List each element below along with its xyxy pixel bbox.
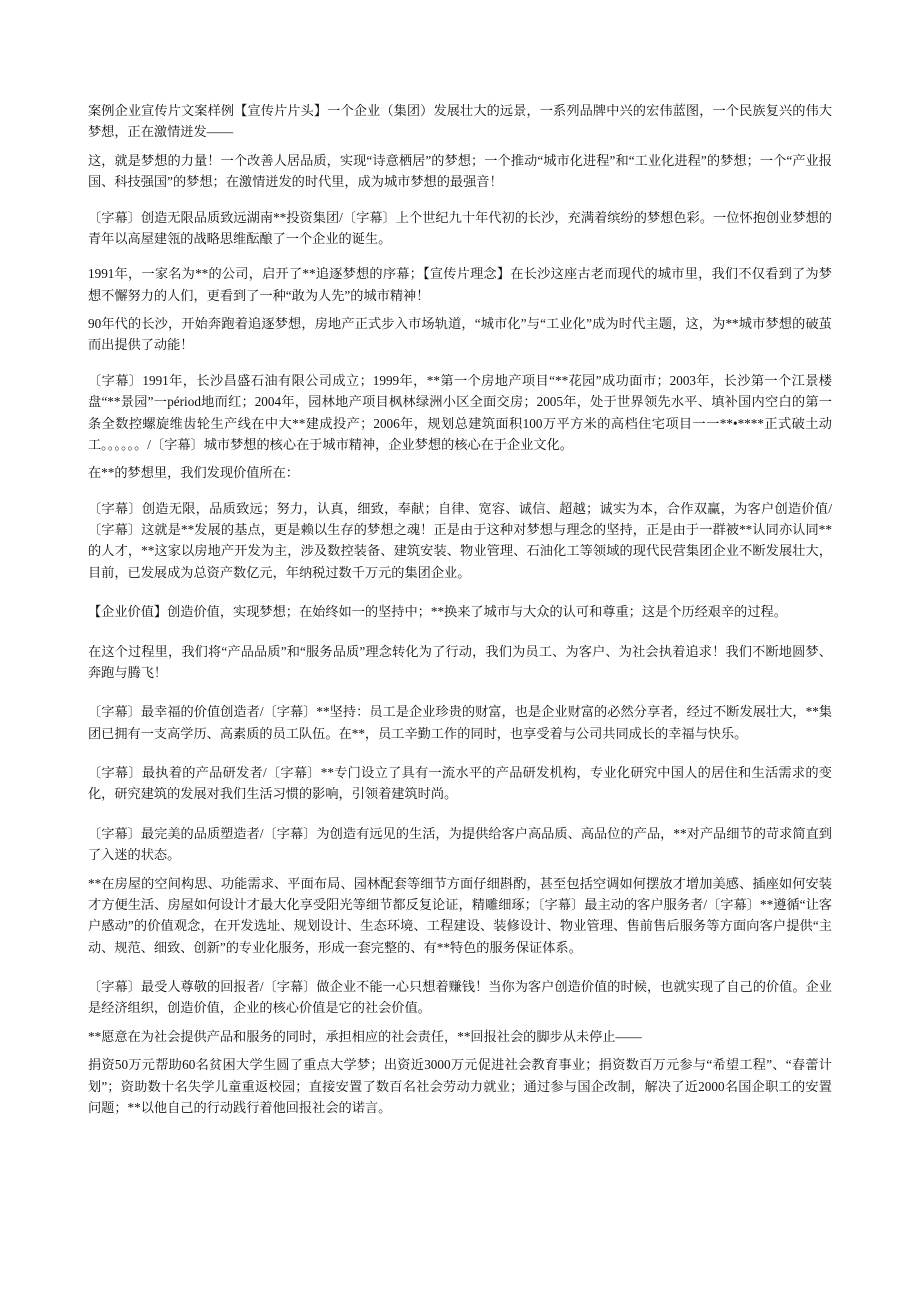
- paragraph: 案例企业宣传片文案样例【宣传片片头】一个企业（集团）发展壮大的远景，一系列品牌中兴的宏伟蓝图，一个民族复兴的伟大梦想，正在激情迸发——: [88, 103, 832, 140]
- paragraph: 捐资50万元帮助60名贫困大学生圆了重点大学梦；出资近3000万元促进社会教育事业；捐资数百万元参与“希望工程”、“春蕾计划”；资助数十名失学儿童重返校园；直接安置了数百名社会劳动力就业；通过参与国企改制，解决了近2000名国企职工的安置问题；**以他自己的行动践行着他回报社会的诺言。: [88, 1057, 832, 1115]
- paragraph: 在**的梦想里，我们发现价值所在：: [88, 465, 299, 481]
- paragraph: 〔字幕〕最幸福的价值创造者/〔字幕〕**坚持：员工是企业珍贵的财富，也是企业财富的必然分享者，经过不断发展壮大，**集团已拥有一支高学历、高素质的员工队伍。在**，员工辛勤工作的同时，也享受着与公司共同成长的幸福与快乐。: [88, 704, 832, 741]
- paragraph: 在这个过程里，我们将“产品品质”和“服务品质”理念转化为了行动，我们为员工、为客户、为社会执着追求！我们不断地圆梦、奔跑与腾飞！: [88, 643, 832, 680]
- paragraph: 【企业价值】创造价值，实现梦想；在始终如一的坚持中；**换来了城市与大众的认可和尊重；这是个历经艰辛的过程。: [88, 604, 787, 620]
- paragraph: 〔字幕〕1991年，长沙昌盛石油有限公司成立；1999年，**第一个房地产项目“**花园”成功面市；2003年，长沙第一个江景楼盘“**景园”一périod地而红；2004年，园林地产项目枫林绿洲小区全面交房；2005年，处于世界领先水平、填补国内空白的第一条全数控螺旋维齿轮生产线在中大**建成投产；2006年，规划总建筑面积100万平方米的高档住宅项目一一**•****正式破土动工。。。。。。/〔字幕〕城市梦想的核心在于城市精神，企业梦想的核心在于企业文化。: [88, 372, 832, 452]
- paragraph: 〔字幕〕创造无限，品质致远；努力，认真，细致，奉献；自律、宽容、诚信、超越；诚实为本，合作双赢，为客户创造价值/〔字幕〕这就是**发展的基点，更是赖以生存的梦想之魂！正是由于这种对梦想与理念的坚持，正是由于一群被**认同亦认同**的人才，**这家以房地产开发为主，涉及数控装备、建筑安装、物业管理、石油化工等领域的现代民营集团企业不断发展壮大，目前，已发展成为总资产数亿元，年纳税过数千万元的集团企业。: [88, 500, 832, 580]
- paragraph: 1991年，一家名为**的公司，启开了**追逐梦想的序幕；【宣传片理念】在长沙这座古老而现代的城市里，我们不仅看到了为梦想不懈努力的人们，更看到了一种“敢为人先”的城市精神！: [88, 266, 832, 303]
- paragraph: 〔字幕〕最执着的产品研发者/〔字幕〕**专门设立了具有一流水平的产品研发机构，专业化研究中国人的居住和生活需求的变化，研究建筑的发展对我们生活习惯的影响，引领着建筑时尚。: [88, 765, 832, 802]
- paragraph: 〔字幕〕最完美的品质塑造者/〔字幕〕为创造有远见的生活，为提供给客户高品质、高品位的产品，**对产品细节的苛求简直到了入迷的状态。: [88, 825, 832, 863]
- document-body: [88, 100, 832, 1118]
- paragraph: **在房屋的空间构思、功能需求、平面布局、园林配套等细节方面仔细斟酌，甚至包括空调如何摆放才增加美感、插座如何安装才方便生活、房屋如何设计才最大化享受阳光等细节都反复论证，精雕细琢；〔字幕〕最主动的客户服务者/〔字幕〕**遵循“让客户感动”的价值观念，在开发选址、规划设计、生态环境、工程建设、装修设计、物业管理、售前售后服务等方面向客户提供“主动、规范、细致、创新”的专业化服务，形成一套完整的、有**特色的服务保证体系。: [88, 875, 832, 955]
- paragraph: **愿意在为社会提供产品和服务的同时，承担相应的社会责任，**回报社会的脚步从未停止——: [88, 1028, 642, 1044]
- paragraph: 〔字幕〕最受人尊敬的回报者/〔字幕〕做企业不能一心只想着赚钱！当你为客户创造价值的时候，也就实现了自己的价值。企业是经济组织，创造价值，企业的核心价值是它的社会价值。: [88, 979, 832, 1016]
- paragraph: 这，就是梦想的力量！一个改善人居品质，实现“诗意栖居”的梦想；一个推动“城市化进程”和“工业化进程”的梦想；一个“产业报国、科技强国”的梦想；在激情迸发的时代里，成为城市梦想的最强音！: [88, 152, 832, 190]
- paragraph: 90年代的长沙，开始奔跑着追逐梦想，房地产正式步入市场轨道，“城市化”与“工业化”成为时代主题，这，为**城市梦想的破茧而出提供了动能！: [88, 316, 832, 353]
- paragraph: 〔字幕〕创造无限品质致远湖南**投资集团/〔字幕〕上个世纪九十年代初的长沙，充满着缤纷的梦想色彩。一位怀抱创业梦想的青年以高屋建瓴的战略思维酝酿了一个企业的诞生。: [88, 209, 832, 246]
